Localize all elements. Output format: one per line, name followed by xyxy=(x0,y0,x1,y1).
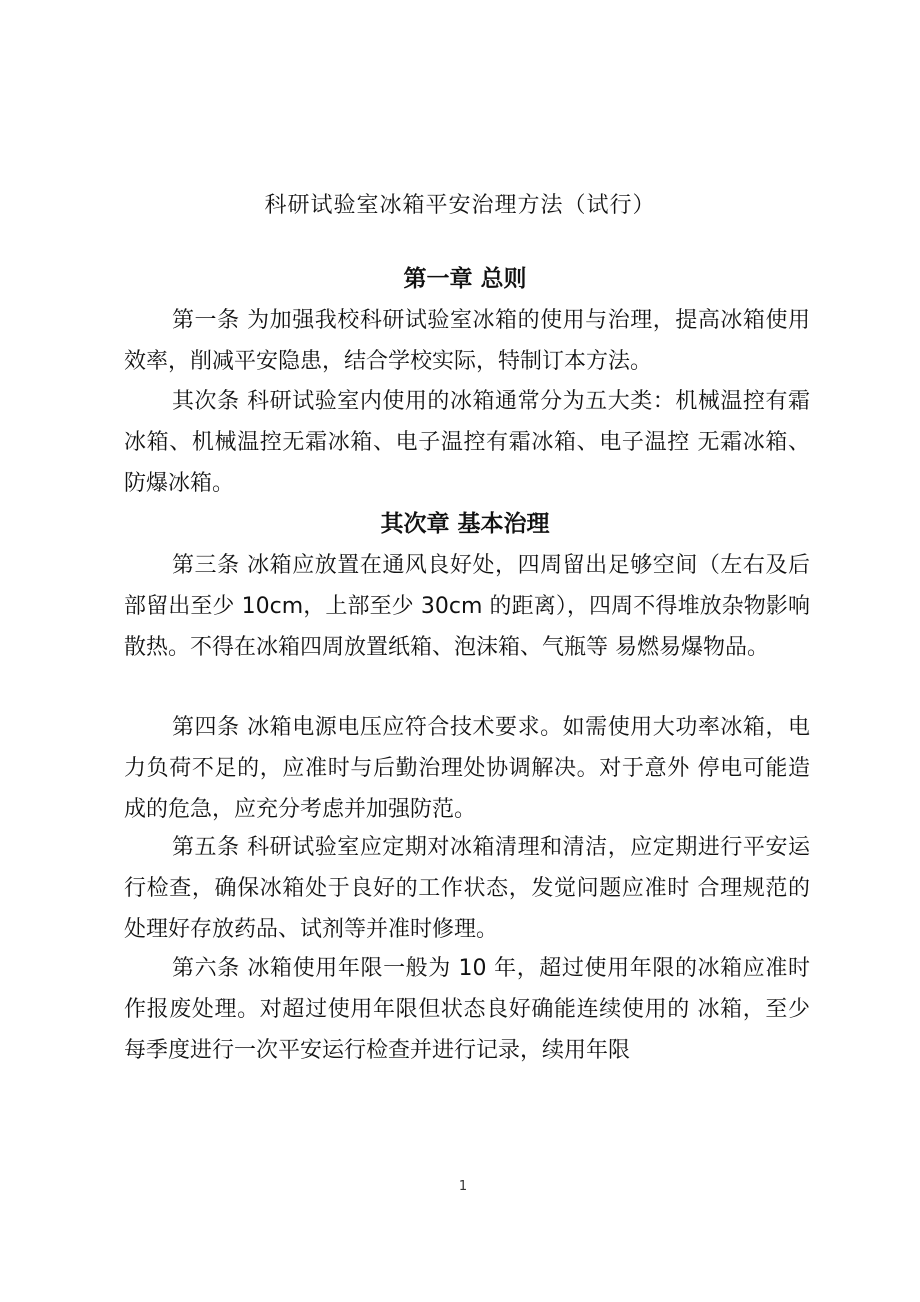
article-paragraph: 第三条 冰箱应放置在通风良好处，四周留出足够空间（左右及后部留出至少 10cm，上部至少 30cm 的距离），四周不得堆放杂物影响散热。不得在冰箱四周放置纸箱、泡沫箱、气瓶等 易燃易爆物品。 xyxy=(124,553,810,660)
chapter-heading: 其次章 基本治理 xyxy=(380,511,550,537)
document-title: 科研试验室冰箱平安治理方法（试行） xyxy=(264,193,656,218)
article-paragraph: 第六条 冰箱使用年限一般为 10 年，超过使用年限的冰箱应准时作报废处理。对超过使用年限但状态良好确能连续使用的 冰箱，至少每季度进行一次平安运行检查并进行记录，续用年限 xyxy=(124,956,810,1063)
article-paragraph: 其次条 科研试验室内使用的冰箱通常分为五大类：机械温控有霜冰箱、机械温控无霜冰箱、电子温控有霜冰箱、电子温控 无霜冰箱、防爆冰箱。 xyxy=(124,389,810,496)
article-paragraph: 第一条 为加强我校科研试验室冰箱的使用与治理，提高冰箱使用效率，削减平安隐患，结合学校实际，特制订本方法。 xyxy=(124,308,810,374)
page-number: 1 xyxy=(458,1179,468,1194)
article-paragraph: 第五条 科研试验室应定期对冰箱清理和清洁，应定期进行平安运行检查，确保冰箱处于良好的工作状态，发觉问题应准时 合理规范的处理好存放药品、试剂等并准时修理。 xyxy=(124,835,810,942)
article-paragraph: 第四条 冰箱电源电压应符合技术要求。如需使用大功率冰箱，电力负荷不足的，应准时与后勤治理处协调解决。对于意外 停电可能造成的危急，应充分考虑并加强防范。 xyxy=(124,715,810,822)
chapter-heading: 第一章 总则 xyxy=(403,266,527,292)
